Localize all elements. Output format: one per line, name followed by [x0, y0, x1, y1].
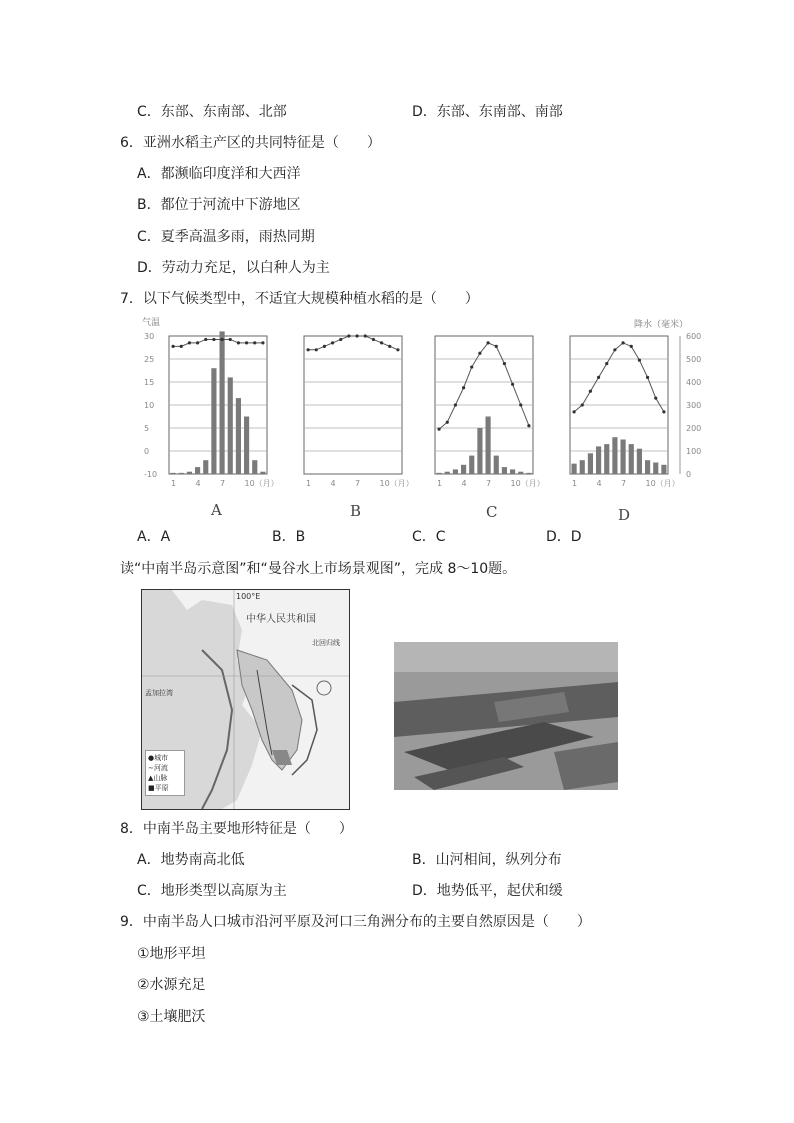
temperature-point — [605, 362, 608, 365]
precip-bar — [510, 469, 515, 474]
precip-bar — [653, 463, 658, 475]
temperature-point — [581, 403, 584, 406]
climate-charts-svg — [142, 316, 702, 496]
temperature-point — [470, 365, 473, 368]
legend-mountain: ▲山脉 — [148, 774, 168, 782]
x-tick-label: 4 — [195, 479, 201, 488]
x-tick-label: 10（月） — [645, 479, 680, 488]
temperature-point — [478, 352, 481, 355]
temperature-point — [646, 376, 649, 379]
precip-bar — [477, 428, 482, 474]
temperature-point — [503, 362, 506, 365]
right-tick-label: 500 — [686, 355, 702, 364]
temperature-point — [171, 345, 174, 348]
climate-panel-c — [435, 336, 545, 488]
temperature-point — [454, 403, 457, 406]
precip-bar — [445, 472, 450, 474]
temperature-point — [638, 359, 641, 362]
country-label: 中华人民共和国 — [246, 614, 316, 625]
temperature-point — [212, 338, 215, 341]
q9-item-3: ③土壤肥沃 — [137, 1009, 206, 1025]
temperature-point — [462, 386, 465, 389]
precip-bar — [453, 469, 458, 474]
temperature-point — [188, 341, 191, 344]
q8-option-b: B．山河相间，纵列分布 — [412, 852, 562, 868]
temperature-point — [597, 376, 600, 379]
temperature-point — [237, 341, 240, 344]
temperature-line — [173, 339, 263, 346]
temperature-point — [572, 410, 575, 413]
x-tick-label: 4 — [596, 479, 602, 488]
x-tick-label: 4 — [461, 479, 467, 488]
q8-option-a: A．地势南高北低 — [137, 852, 245, 868]
x-tick-label: 10（月） — [244, 479, 279, 488]
temperature-point — [630, 345, 633, 348]
temperature-point — [511, 383, 514, 386]
q6-option-d: D．劳动力充足，以白种人为主 — [137, 260, 330, 276]
precip-bar — [572, 464, 577, 474]
precip-bar — [244, 417, 249, 475]
x-tick-label: 1 — [171, 479, 177, 488]
precip-bar — [645, 460, 650, 474]
right-tick-label: 300 — [686, 401, 702, 410]
temperature-point — [245, 341, 248, 344]
q7-stem: 7．以下气候类型中，不适宜大规模种植水稻的是（ ） — [120, 291, 479, 307]
q8-option-c: C．地形类型以高原为主 — [137, 883, 287, 899]
chart-caption-d: D — [618, 506, 631, 524]
precip-bar — [661, 465, 666, 474]
temperature-point — [446, 421, 449, 424]
temperature-point — [261, 341, 264, 344]
temperature-point — [355, 334, 358, 337]
precip-bar — [580, 460, 585, 474]
precip-bar — [486, 417, 491, 475]
x-tick-label: 1 — [572, 479, 578, 488]
precip-bar — [629, 444, 634, 474]
floating-market-photo — [394, 642, 618, 790]
precip-bar — [179, 473, 184, 474]
x-tick-label: 1 — [306, 479, 312, 488]
plain-symbol-icon: ■ — [148, 784, 155, 792]
precip-bar — [588, 453, 593, 474]
climate-charts — [142, 316, 702, 496]
temperature-point — [613, 348, 616, 351]
longitude-label: 100°E — [236, 592, 261, 601]
precip-bar — [220, 331, 225, 474]
legend-city: ●城市 — [148, 754, 169, 762]
chart-caption-c: C — [486, 503, 498, 521]
tropic-label: 北回归线 — [312, 639, 340, 647]
right-tick-label: 0 — [686, 470, 692, 479]
chart-caption-a: A — [211, 501, 222, 519]
temperature-point — [621, 341, 624, 344]
temperature-point — [486, 341, 489, 344]
left-tick-label: 5 — [144, 424, 150, 433]
x-tick-label: 1 — [437, 479, 443, 488]
q7-option-d: D．D — [546, 529, 582, 545]
climate-panel-b — [304, 334, 414, 488]
temperature-line — [439, 343, 529, 429]
temperature-point — [654, 397, 657, 400]
x-tick-label: 7 — [355, 479, 361, 488]
precip-bar — [187, 472, 192, 474]
temperature-point — [527, 424, 530, 427]
precip-bar — [502, 467, 507, 474]
temperature-point — [437, 428, 440, 431]
precip-bar — [252, 460, 257, 474]
right-tick-label: 400 — [686, 378, 702, 387]
q6-option-a: A．都濒临印度洋和大西洋 — [137, 166, 301, 182]
q9-item-2: ②水源充足 — [137, 977, 206, 993]
map-legend — [145, 750, 185, 796]
temperature-point — [364, 334, 367, 337]
q7-option-c: C．C — [412, 529, 446, 545]
temperature-point — [396, 348, 399, 351]
temperature-point — [331, 341, 334, 344]
left-axis-label: 气温 — [142, 318, 161, 328]
x-tick-label: 4 — [330, 479, 336, 488]
temperature-point — [339, 338, 342, 341]
q9-item-1: ①地形平坦 — [137, 946, 206, 962]
x-tick-label: 10（月） — [510, 479, 545, 488]
photo-svg — [394, 642, 618, 790]
precip-bar — [203, 460, 208, 474]
right-axis-label: 降水（毫米） — [634, 320, 689, 330]
river-symbol-icon: ∼ — [148, 764, 154, 772]
left-tick-label: 30 — [144, 332, 155, 341]
precip-bar — [195, 467, 200, 474]
temperature-point — [323, 345, 326, 348]
precip-bar — [518, 472, 523, 474]
precip-bar — [228, 377, 233, 474]
q7-option-b: B．B — [272, 529, 306, 545]
precip-bar — [494, 456, 499, 474]
x-tick-label: 10（月） — [379, 479, 414, 488]
precip-bar — [171, 473, 176, 474]
temperature-point — [220, 338, 223, 341]
temperature-point — [196, 341, 199, 344]
temperature-point — [495, 345, 498, 348]
precip-bar — [596, 446, 601, 474]
precip-bar — [621, 440, 626, 475]
q5-option-d: D．东部、东南部、南部 — [412, 104, 563, 120]
climate-panel-a — [169, 331, 279, 488]
x-tick-label: 7 — [486, 479, 492, 488]
q6-stem: 6．亚洲水稻主产区的共同特征是（ ） — [120, 135, 381, 151]
temperature-line — [574, 343, 664, 412]
temperature-point — [662, 410, 665, 413]
precip-bar — [260, 472, 265, 474]
temperature-point — [380, 341, 383, 344]
temperature-point — [204, 338, 207, 341]
legend-river: ∼河流 — [148, 764, 168, 772]
chart-caption-b: B — [350, 502, 362, 520]
q9-stem: 9．中南半岛人口城市沿河平原及河口三角洲分布的主要自然原因是（ ） — [120, 914, 591, 930]
left-tick-label: 10 — [144, 401, 155, 410]
precip-bar — [461, 465, 466, 474]
q6-option-c: C．夏季高温多雨，雨热同期 — [137, 229, 315, 245]
left-tick-label: 25 — [144, 355, 155, 364]
right-tick-label: 200 — [686, 424, 702, 433]
city-symbol-icon: ● — [148, 754, 155, 762]
temperature-point — [253, 341, 256, 344]
temperature-point — [372, 338, 375, 341]
precip-bar — [236, 398, 241, 474]
temperature-line — [308, 336, 398, 350]
precip-bar — [211, 368, 216, 474]
temperature-point — [347, 334, 350, 337]
precip-bar — [612, 437, 617, 474]
mountain-symbol-icon: ▲ — [148, 774, 154, 782]
precip-bar — [437, 473, 442, 474]
x-tick-label: 7 — [621, 479, 627, 488]
precip-bar — [637, 449, 642, 474]
q6-option-b: B．都位于河流中下游地区 — [137, 197, 301, 213]
x-tick-label: 7 — [220, 479, 226, 488]
q7-option-a: A．A — [137, 529, 171, 545]
climate-panel-d — [570, 336, 680, 488]
temperature-point — [589, 390, 592, 393]
left-tick-label: 15 — [144, 378, 155, 387]
bay-label: 孟加拉湾 — [145, 689, 173, 697]
temperature-point — [388, 345, 391, 348]
precip-bar — [526, 473, 531, 474]
temperature-point — [306, 348, 309, 351]
q5-option-c: C．东部、东南部、北部 — [137, 104, 287, 120]
temperature-point — [180, 345, 183, 348]
left-tick-label: -10 — [144, 470, 158, 479]
precip-bar — [469, 456, 474, 474]
reading-intro: 读“中南半岛示意图”和“曼谷水上市场景观图”，完成 8～10题。 — [120, 561, 517, 577]
indochina-map — [141, 589, 350, 810]
temperature-point — [315, 348, 318, 351]
right-tick-label: 600 — [686, 332, 702, 341]
island-hainan — [317, 681, 331, 695]
precip-bar — [604, 444, 609, 474]
temperature-point — [519, 403, 522, 406]
q8-option-d: D．地势低平，起伏和缓 — [412, 883, 563, 899]
temperature-point — [229, 338, 232, 341]
legend-plain: ■平原 — [148, 784, 169, 792]
left-tick-label: 0 — [144, 447, 150, 456]
q8-stem: 8．中南半岛主要地形特征是（ ） — [120, 821, 353, 837]
right-tick-label: 100 — [686, 447, 702, 456]
